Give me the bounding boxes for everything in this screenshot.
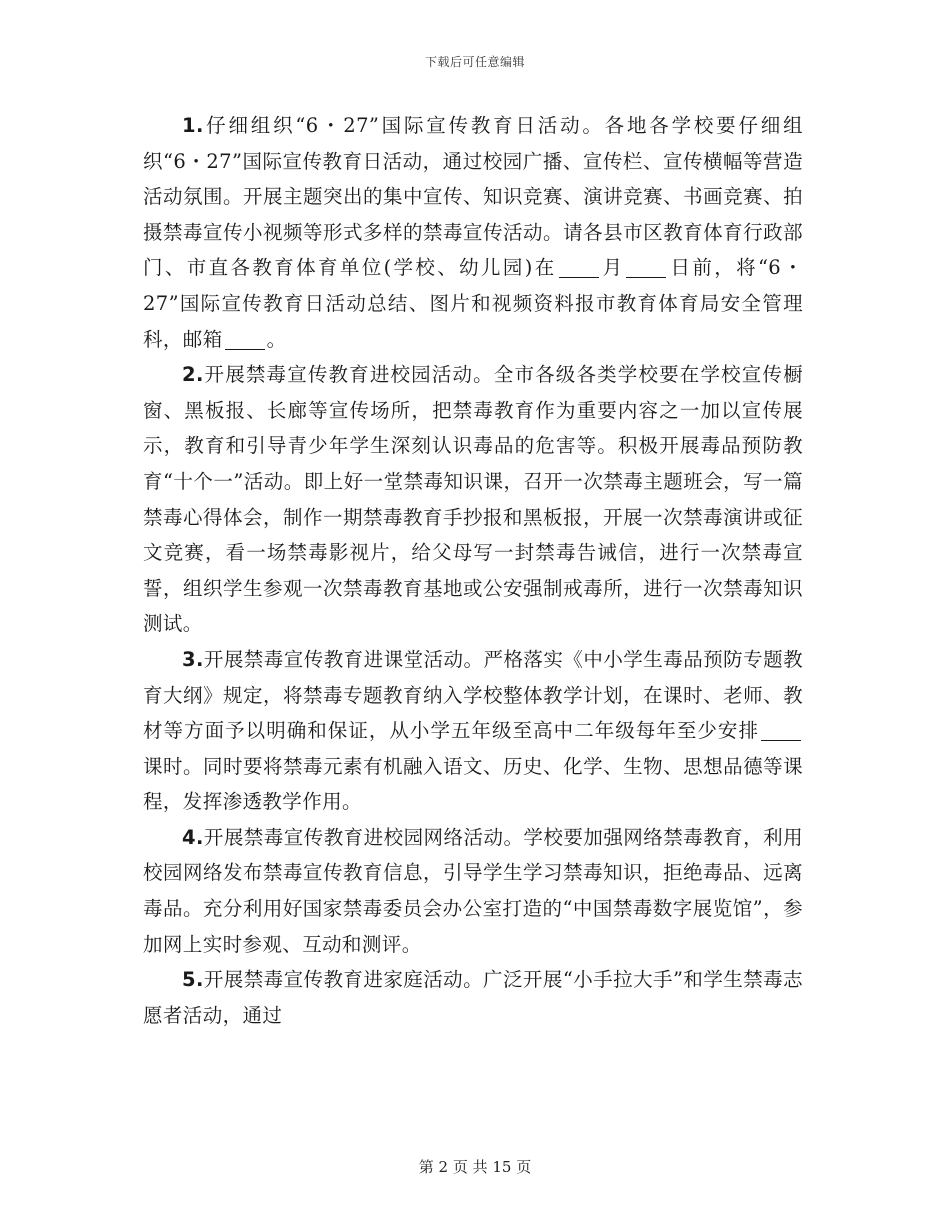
fill-in-blank bbox=[559, 258, 599, 279]
paragraph-text: 仔细组织“6・27”国际宣传教育日活动。各地各学校要仔细组织“6・27”国际宣传教育日活动，通过校园广播、宣传栏、宣传横幅等营造活动氛围。开展主题突出的集中宣传、知识竞赛、演讲竞赛、书画竞赛、拍摄禁毒宣传小视频等形式多样的禁毒宣传活动。请各县市区教育体育行政部门、市直各教育体育单位(学校、幼儿园)在 bbox=[143, 114, 803, 280]
page-footer: 第 2 页 共 15 页 bbox=[418, 1158, 532, 1176]
paragraph-text: 。 bbox=[266, 327, 287, 351]
paragraph-number: 3. bbox=[182, 647, 204, 671]
paragraph-5 bbox=[143, 962, 803, 1033]
fill-in-blank bbox=[626, 258, 666, 279]
paragraph-text: 日前，将“6・27”国际宣传教育日活动总结、图片和视频资料报市教育体育局安全管理科，邮箱 bbox=[143, 256, 803, 351]
paragraph-number: 2. bbox=[182, 363, 204, 387]
paragraph-2 bbox=[143, 357, 803, 642]
paragraph-1 bbox=[143, 108, 803, 357]
paragraph-text: 开展禁毒宣传教育进校园网络活动。学校要加强网络禁毒教育，利用校园网络发布禁毒宣传教育信息，引导学生学习禁毒知识，拒绝毒品、远离毒品。充分利用好国家禁毒委员会办公室打造的“中国禁毒数字展览馆”，参加网上实时参观、互动和测评。 bbox=[143, 825, 803, 956]
page-header: 下载后可任意编辑 bbox=[424, 55, 525, 69]
paragraph-text: 开展禁毒宣传教育进家庭活动。广泛开展“小手拉大手”和学生禁毒志愿者活动，通过 bbox=[143, 968, 803, 1027]
paragraph-4 bbox=[143, 820, 803, 962]
paragraph-number: 1. bbox=[182, 114, 204, 137]
paragraph-number: 4. bbox=[182, 825, 204, 849]
document-body bbox=[143, 108, 803, 1033]
fill-in-blank bbox=[761, 721, 801, 742]
paragraph-text: 课时。同时要将禁毒元素有机融入语文、历史、化学、生物、思想品德等课程，发挥渗透教学作用。 bbox=[143, 754, 803, 814]
paragraph-text: 开展禁毒宣传教育进课堂活动。严格落实《中小学生毒品预防专题教育大纲》规定，将禁毒专题教育纳入学校整体教学计划，在课时、老师、教材等方面予以明确和保证，从小学五年级至高中二年级每年至少安排 bbox=[143, 647, 803, 743]
paragraph-number: 5. bbox=[182, 968, 204, 992]
paragraph-3 bbox=[143, 642, 803, 820]
fill-in-blank bbox=[225, 329, 265, 350]
paragraph-text: 开展禁毒宣传教育进校园活动。全市各级各类学校要在学校宣传橱窗、黑板报、长廊等宣传场所，把禁毒教育作为重要内容之一加以宣传展示，教育和引导青少年学生深刻认识毒品的危害等。积极开展毒品预防教育“十个一”活动。即上好一堂禁毒知识课，召开一次禁毒主题班会，写一篇禁毒心得体会，制作一期禁毒教育手抄报和黑板报，开展一次禁毒演讲或征文竞赛，看一场禁毒影视片，给父母写一封禁毒告诫信，进行一次禁毒宣誓，组织学生参观一次禁毒教育基地或公安强制戒毒所，进行一次禁毒知识测试。 bbox=[143, 363, 803, 636]
paragraph-text: 月 bbox=[600, 256, 625, 280]
